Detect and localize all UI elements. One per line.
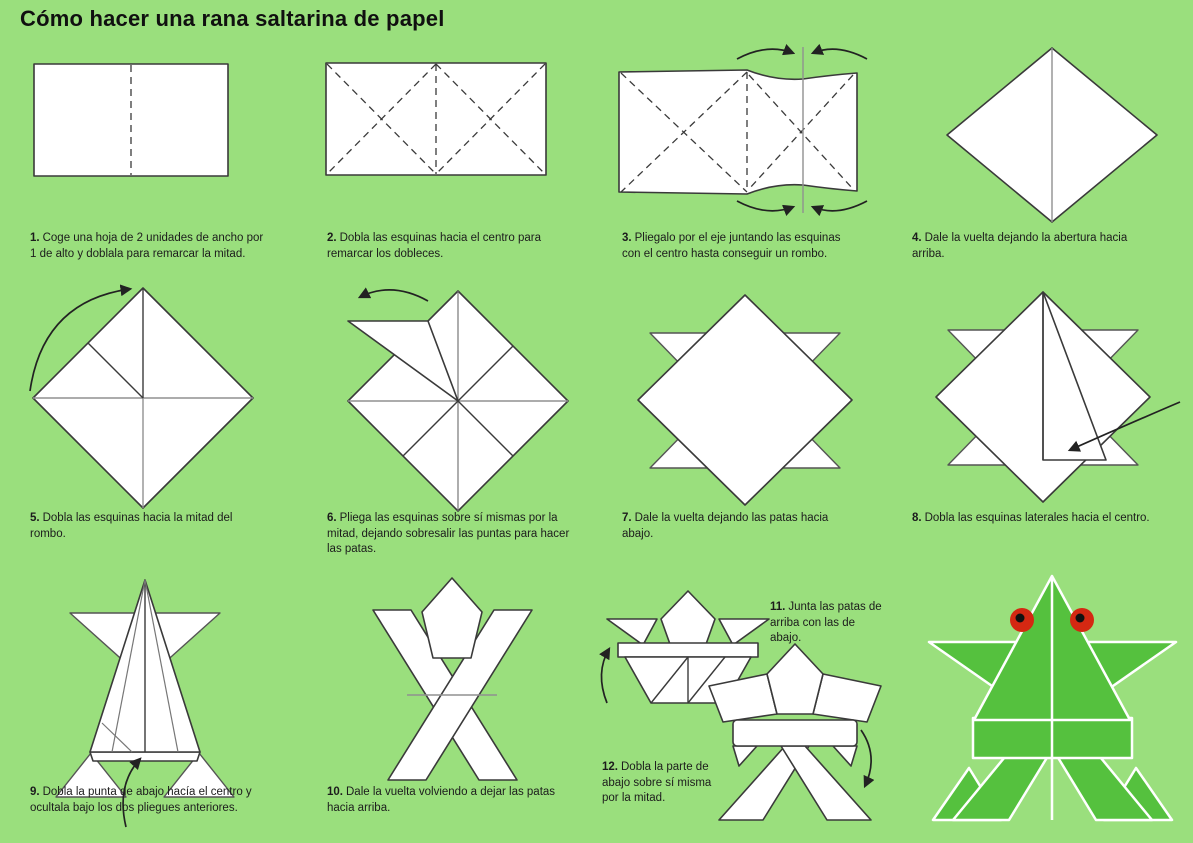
fold-arrow-icon xyxy=(861,730,871,786)
step-1-number: 1. xyxy=(30,232,40,244)
base-strip xyxy=(90,752,200,761)
paper-shape xyxy=(373,578,532,780)
paper-shape xyxy=(709,644,881,820)
paper-shape xyxy=(348,291,568,511)
body-band xyxy=(733,720,857,746)
step-12-number: 12. xyxy=(602,761,618,773)
step-4-diagram xyxy=(945,45,1160,225)
step-8-text: Dobla las esquinas laterales hacia el centro. xyxy=(924,512,1150,524)
step-5-number: 5. xyxy=(30,512,40,524)
page-title: Cómo hacer una rana saltarina de papel xyxy=(20,6,445,31)
finished-frog-figure xyxy=(915,570,1190,835)
step-2-number: 2. xyxy=(327,232,337,244)
step-3-number: 3. xyxy=(622,232,632,244)
foot-flap xyxy=(733,746,757,766)
frog-pupil xyxy=(1016,614,1025,623)
step-12-caption xyxy=(602,760,714,807)
step-10-text: Dale la vuelta volviendo a dejar las patas hacia arriba. xyxy=(327,786,556,814)
step-5-diagram xyxy=(18,283,263,513)
head xyxy=(767,644,823,714)
paper-shape xyxy=(619,47,857,213)
paper-shape xyxy=(33,288,253,508)
step-3-caption xyxy=(622,231,862,262)
step-8-diagram xyxy=(928,290,1183,505)
step-6-text: Pliega las esquinas sobre sí mismas por la mitad, dejando sobresalir las puntas para hacer las patas. xyxy=(327,512,570,556)
step-4-number: 4. xyxy=(912,232,922,244)
step-7-caption xyxy=(622,511,862,542)
paper-shape xyxy=(34,64,228,176)
foot-flap xyxy=(833,746,857,766)
step-1-text: Coge una hoja de 2 unidades de ancho por 1 de alto y doblala para remarcar la mitad. xyxy=(30,232,264,260)
step-8-number: 8. xyxy=(912,512,922,524)
step-6-caption xyxy=(327,511,577,558)
step-7-diagram xyxy=(630,293,860,508)
step-5-caption xyxy=(30,511,270,542)
frog-body xyxy=(929,576,1176,820)
step-12-text: Dobla la parte de abajo sobre sí misma por la mitad. xyxy=(602,761,712,805)
wing-flap xyxy=(607,619,657,645)
paper-shape xyxy=(638,295,852,505)
leg-band xyxy=(781,746,871,820)
step-2-text: Dobla las esquinas hacia el centro para remarcar los dobleces. xyxy=(327,232,541,260)
paper-shape xyxy=(936,292,1150,502)
step-7-number: 7. xyxy=(622,512,632,524)
fold-arrow-icon xyxy=(601,649,609,703)
frog-pupil xyxy=(1076,614,1085,623)
step-3-diagram xyxy=(617,45,862,215)
step-7-text: Dale la vuelta dejando las patas hacia abajo. xyxy=(622,512,829,540)
step-4-text: Dale la vuelta dejando la abertura hacia arriba. xyxy=(912,232,1128,260)
step-8-caption xyxy=(912,511,1162,527)
step-5-text: Dobla las esquinas hacia la mitad del rombo. xyxy=(30,512,233,540)
step-1-caption xyxy=(30,231,268,262)
step-11-number: 11. xyxy=(770,601,786,613)
step-4-caption xyxy=(912,231,1162,262)
paper-shape xyxy=(56,580,234,797)
step-10-diagram xyxy=(345,568,560,808)
step-10-number: 10. xyxy=(327,786,343,798)
step-9-caption xyxy=(30,785,280,816)
step-3-text: Pliegalo por el eje juntando las esquinas con el centro hasta conseguir un rombo. xyxy=(622,232,841,260)
paper-shape xyxy=(947,48,1157,222)
step-10-caption xyxy=(327,785,567,816)
step-9-number: 9. xyxy=(30,786,40,798)
step-12-diagram xyxy=(693,638,898,833)
step-11-caption xyxy=(770,600,885,647)
step-2-diagram xyxy=(325,62,547,176)
head xyxy=(422,578,482,658)
step-6-number: 6. xyxy=(327,512,337,524)
step-11-text: Junta las patas de arriba con las de abajo. xyxy=(770,601,882,645)
fold-arrow-icon xyxy=(360,290,428,301)
wing-flap xyxy=(709,674,777,722)
step-1-diagram xyxy=(33,63,229,177)
wing-flap xyxy=(813,674,881,722)
step-2-caption xyxy=(327,231,567,262)
step-6-diagram xyxy=(328,283,573,513)
step-9-text: Dobla la punta de abajo hacía el centro y ocultala bajo los dos pliegues anteriores. xyxy=(30,786,252,814)
paper-shape xyxy=(326,63,546,175)
